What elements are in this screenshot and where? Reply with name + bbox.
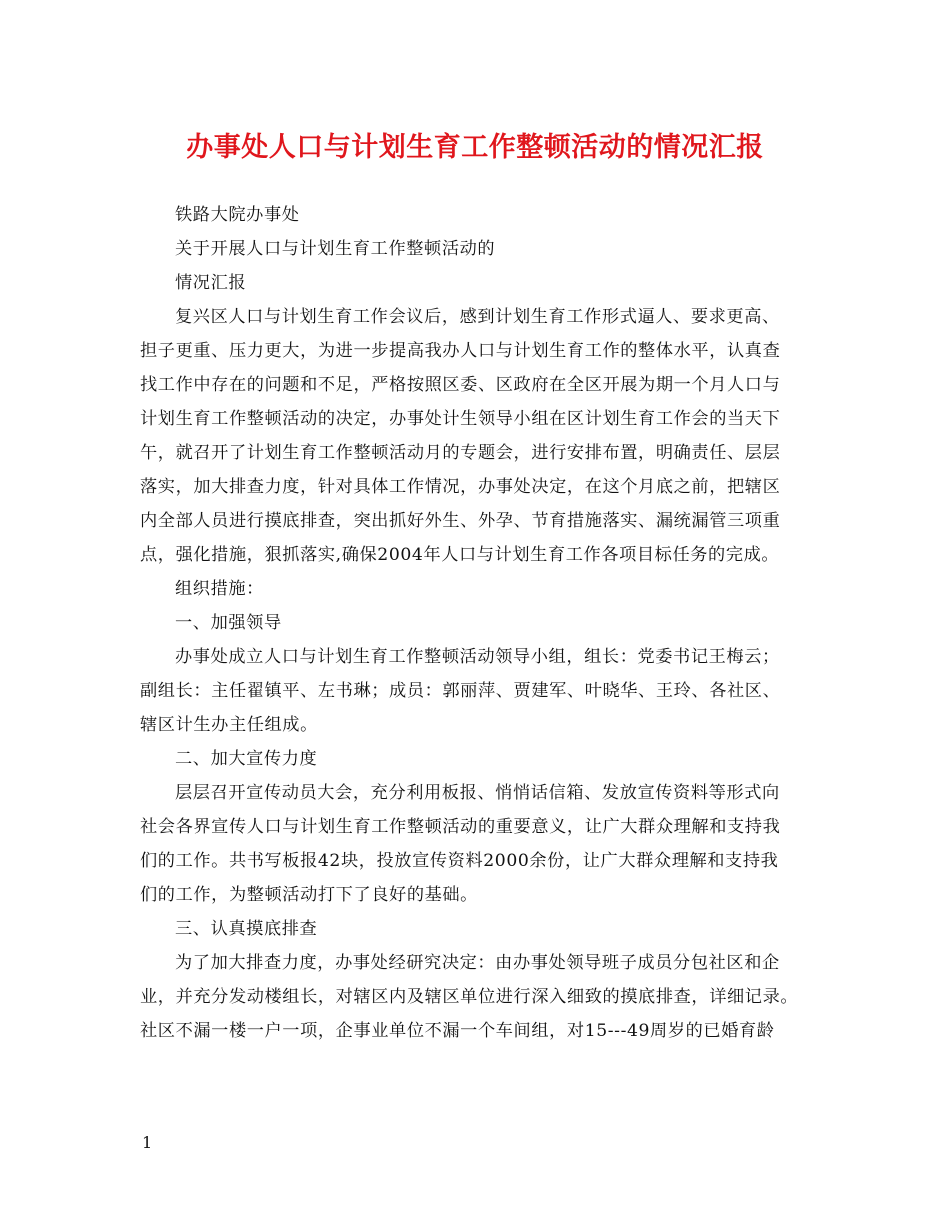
text-line: 社会各界宣传人口与计划生育工作整顿活动的重要意义，让广大群众理解和支持我: [140, 817, 781, 837]
text-line: 担子更重、压力更大，为进一步提高我办人口与计划生育工作的整体水平，认真查: [140, 341, 781, 361]
text-line: 二、加大宣传力度: [175, 749, 318, 769]
text-line: 找工作中存在的问题和不足，严格按照区委、区政府在全区开展为期一个月人口与: [140, 375, 781, 395]
text-line: 业，并充分发动楼组长，对辖区内及辖区单位进行深入细致的摸底排查，详细记录。: [140, 987, 799, 1007]
text-line: 们的工作。共书写板报42块，投放宣传资料2000余份，让广大群众理解和支持我: [140, 851, 779, 871]
text-line: 辖区计生办主任组成。: [140, 715, 318, 735]
text-line: 落实，加大排查力度，针对具体工作情况，办事处决定，在这个月底之前，把辖区: [140, 477, 781, 497]
text-line: 组织措施：: [175, 579, 264, 599]
text-line: 情况汇报: [175, 273, 247, 293]
text-line: 副组长：主任翟镇平、左书琳；成员：郭丽萍、贾建军、叶晓华、王玲、各社区、: [140, 681, 781, 701]
text-line: 午，就召开了计划生育工作整顿活动月的专题会，进行安排布置，明确责任、层层: [140, 443, 781, 463]
text-line: 社区不漏一楼一户一项，企事业单位不漏一个车间组，对15---49周岁的已婚育龄: [140, 1021, 775, 1041]
text-line: 点，强化措施，狠抓落实,确保2004年人口与计划生育工作各项目标任务的完成。: [140, 545, 780, 565]
document-title: 办事处人口与计划生育工作整顿活动的情况汇报: [186, 132, 764, 163]
page-number: 1: [142, 1133, 153, 1152]
text-line: 复兴区人口与计划生育工作会议后，感到计划生育工作形式逼人、要求更高、: [175, 307, 780, 327]
text-line: 一、加强领导: [175, 613, 282, 633]
text-line: 为了加大排查力度，办事处经研究决定：由办事处领导班子成员分包社区和企: [175, 953, 780, 973]
text-line: 们的工作，为整顿活动打下了良好的基础。: [140, 885, 478, 905]
text-line: 计划生育工作整顿活动的决定，办事处计生领导小组在区计划生育工作会的当天下: [140, 409, 781, 429]
text-line: 关于开展人口与计划生育工作整顿活动的: [175, 239, 496, 259]
text-line: 办事处成立人口与计划生育工作整顿活动领导小组，组长：党委书记王梅云；: [175, 647, 780, 667]
text-line: 铁路大院办事处: [175, 205, 300, 225]
text-line: 层层召开宣传动员大会，充分利用板报、悄悄话信箱、发放宣传资料等形式向: [175, 783, 780, 803]
text-line: 三、认真摸底排查: [175, 919, 318, 939]
text-line: 内全部人员进行摸底排查，突出抓好外生、外孕、节育措施落实、漏统漏管三项重: [140, 511, 781, 531]
document-body: [140, 198, 830, 1048]
